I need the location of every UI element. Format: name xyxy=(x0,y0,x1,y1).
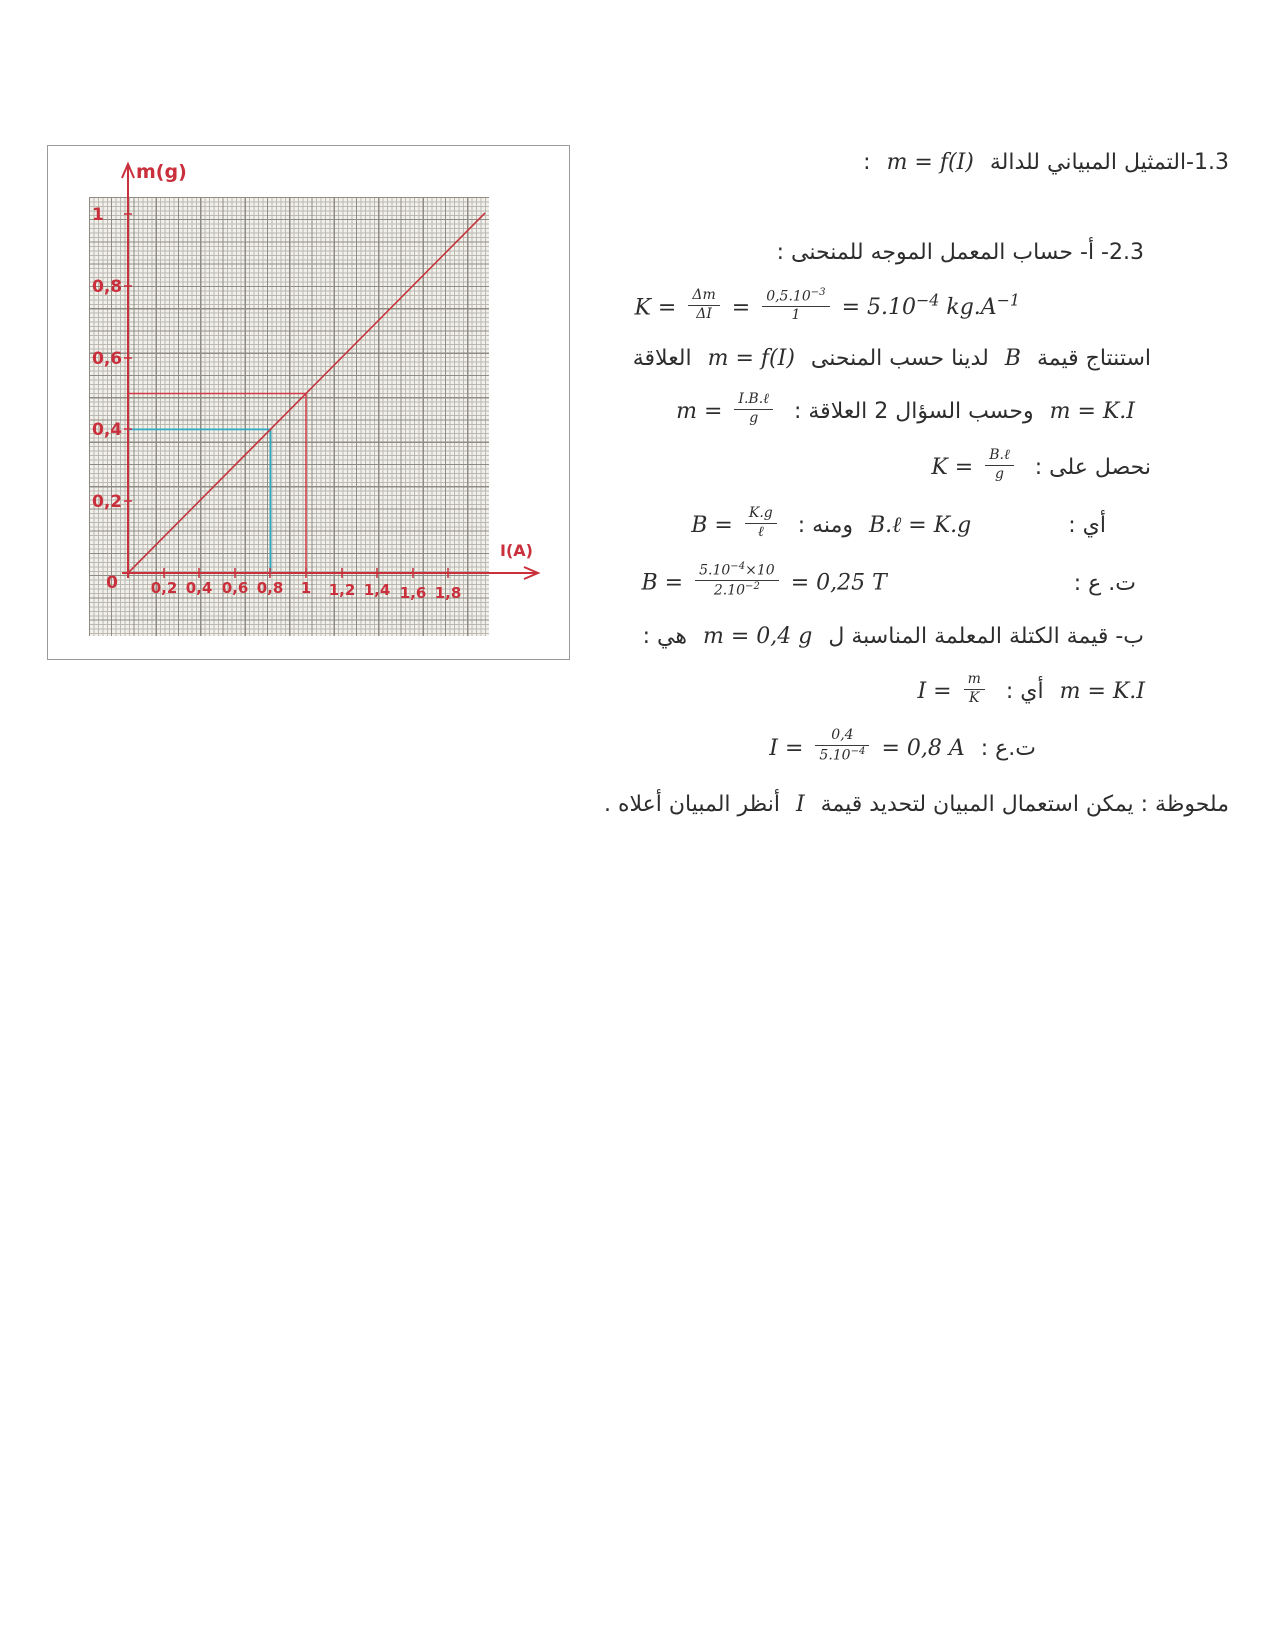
result-unit: kg.A xyxy=(946,295,997,321)
fraction-values xyxy=(762,287,829,325)
fraction xyxy=(695,561,779,600)
num-base: 0,5.10 xyxy=(766,288,811,305)
fraction-denominator: K xyxy=(968,689,980,706)
equation-m-IBl-over-g xyxy=(676,391,778,430)
heading-1-3 xyxy=(859,148,1233,178)
equation-m-0-4g: m = 0,4 g xyxy=(703,624,813,649)
num-exponent: −4 xyxy=(730,561,746,572)
fraction-numerator xyxy=(695,561,779,581)
fraction-denominator xyxy=(815,746,869,765)
numeric-application-I xyxy=(764,727,1040,768)
text-pre: نحصل على : xyxy=(1034,455,1151,480)
solve-for-I-sentence xyxy=(912,671,1150,710)
symbol-B: B xyxy=(1004,346,1021,371)
equation-m-f-I: m = f(I) xyxy=(707,346,795,371)
eq-lhs: K = xyxy=(634,295,677,321)
fraction-numerator: I.B.ℓ xyxy=(734,391,773,410)
result xyxy=(841,291,1020,321)
fraction-numerator: m xyxy=(964,671,985,690)
unit-exponent: −1 xyxy=(996,291,1020,310)
graph-figure xyxy=(47,145,570,660)
numeric-application-label: ت.ع : xyxy=(980,735,1036,761)
fraction-denominator: ℓ xyxy=(757,523,764,540)
equation-I-m-over-K xyxy=(917,671,989,710)
num-factor: ×10 xyxy=(745,562,775,579)
eq-lhs: B = xyxy=(641,570,684,596)
den-base: 2.10 xyxy=(713,582,746,599)
y-axis-title: m(g) xyxy=(136,161,187,183)
graph-plot xyxy=(48,146,571,661)
x-tick-label-0-4: 0,4 xyxy=(185,579,213,597)
x-tick-label-0-2: 0,2 xyxy=(150,579,178,597)
fraction-dm-di xyxy=(688,287,719,323)
deduce-B-sentence xyxy=(629,344,1155,374)
eq-lhs: K = xyxy=(931,455,974,480)
text-pre: ب- قيمة الكتلة المعلمة المناسبة ل xyxy=(828,624,1144,649)
fraction xyxy=(734,391,773,427)
heading-2-3-a xyxy=(773,238,1148,268)
text-post: هي : xyxy=(642,624,687,649)
text-pre: أي : xyxy=(1068,513,1106,538)
fraction-numerator: K.g xyxy=(745,505,777,524)
fraction xyxy=(964,671,985,707)
result: = 0,8 A xyxy=(881,735,965,761)
symbol-I: I xyxy=(795,792,805,817)
text-mid: ومنه : xyxy=(797,513,853,538)
x-tick-label-0-6: 0,6 xyxy=(221,579,249,597)
text-post: العلاقة xyxy=(632,346,692,371)
text-mid: لدينا حسب المنحنى xyxy=(810,346,989,371)
equation-m-KI: m = K.I xyxy=(1059,679,1145,704)
num-exponent: −3 xyxy=(810,286,826,298)
fraction-numerator xyxy=(762,287,829,307)
den-exponent: −4 xyxy=(850,745,866,757)
fraction xyxy=(745,505,777,541)
origin-label: 0 xyxy=(106,573,118,593)
x-axis-title: I(A) xyxy=(500,541,533,560)
fraction-numerator: Δm xyxy=(688,287,719,306)
equation-I-value xyxy=(769,727,965,768)
y-tick-label-0-6: 0,6 xyxy=(92,349,123,369)
text-mid: وحسب السؤال 2 العلاقة : xyxy=(793,399,1034,424)
equation-Bl-Kg: B.ℓ = K.g xyxy=(868,513,972,538)
den-exponent: −2 xyxy=(745,581,760,593)
fraction-denominator: g xyxy=(749,409,759,426)
y-tick-label-1: 1 xyxy=(92,205,104,225)
x-tick-label-0-8: 0,8 xyxy=(256,579,284,597)
equation-m-KI: m = K.I xyxy=(1049,399,1135,424)
den-base: 5.10 xyxy=(819,747,851,764)
equation-B-value xyxy=(641,561,887,603)
numeric-application-label: ت. ع : xyxy=(1073,570,1136,596)
fraction-denominator: ΔI xyxy=(696,305,712,322)
heading-1-3-text: 1.3-التمثيل المبياني للدالة xyxy=(989,150,1229,175)
y-tick-label-0-4: 0,4 xyxy=(92,420,123,440)
remark-sentence xyxy=(600,790,1233,820)
numeric-application-B xyxy=(637,561,1140,603)
eq-lhs: I = xyxy=(769,735,804,761)
x-tick-label-1: 1 xyxy=(300,579,312,597)
fraction xyxy=(985,447,1014,483)
result-exponent: −4 xyxy=(916,291,940,310)
x-tick-label-1-2: 1,2 xyxy=(328,581,356,599)
fraction-denominator: 1 xyxy=(791,306,801,323)
x-tick-label-1-6: 1,6 xyxy=(399,584,427,602)
eq-lhs: I = xyxy=(917,679,952,704)
result-base: = 5.10 xyxy=(841,295,917,321)
equation-B-Kg-over-l xyxy=(691,505,781,544)
k-slope-equation xyxy=(635,286,1021,327)
eq-lhs: B = xyxy=(691,513,733,538)
equals-sign: = xyxy=(731,295,751,321)
heading-2-3-a-text: 2.3- أ- حساب المعمل الموجه للمنحنى : xyxy=(776,240,1144,265)
fraction-denominator: g xyxy=(995,465,1004,482)
result: = 0,25 T xyxy=(790,570,887,596)
text-mid: أي : xyxy=(1005,679,1044,704)
x-tick-label-1-4: 1,4 xyxy=(363,581,391,599)
x-tick-label-1-8: 1,8 xyxy=(434,584,462,602)
eq-lhs: m = xyxy=(676,399,723,424)
text-pre: استنتاج قيمة xyxy=(1036,346,1151,371)
fraction-numerator: 0,4 xyxy=(815,727,869,746)
num-base: 5.10 xyxy=(699,562,731,579)
relations-sentence xyxy=(671,391,1140,430)
text-pre: ملحوظة : يمكن استعمال المبيان لتحديد قيمة xyxy=(820,792,1229,817)
fraction xyxy=(815,727,869,765)
text-post: أنظر المبيان أعلاه . xyxy=(603,792,780,817)
equation-slope-K xyxy=(630,286,1026,327)
fraction-denominator xyxy=(695,581,779,600)
equation-K-Bl-over-g xyxy=(931,447,1018,486)
fraction-numerator: B.ℓ xyxy=(985,447,1014,466)
y-tick-label-0-2: 0,2 xyxy=(92,492,123,512)
equation-m-f-I: m = f(I) xyxy=(886,150,974,175)
part-b-sentence xyxy=(639,622,1148,652)
we-obtain-sentence xyxy=(926,447,1155,486)
hence-sentence xyxy=(686,505,1110,544)
y-tick-label-0-8: 0,8 xyxy=(92,277,123,297)
colon: : xyxy=(863,150,871,175)
